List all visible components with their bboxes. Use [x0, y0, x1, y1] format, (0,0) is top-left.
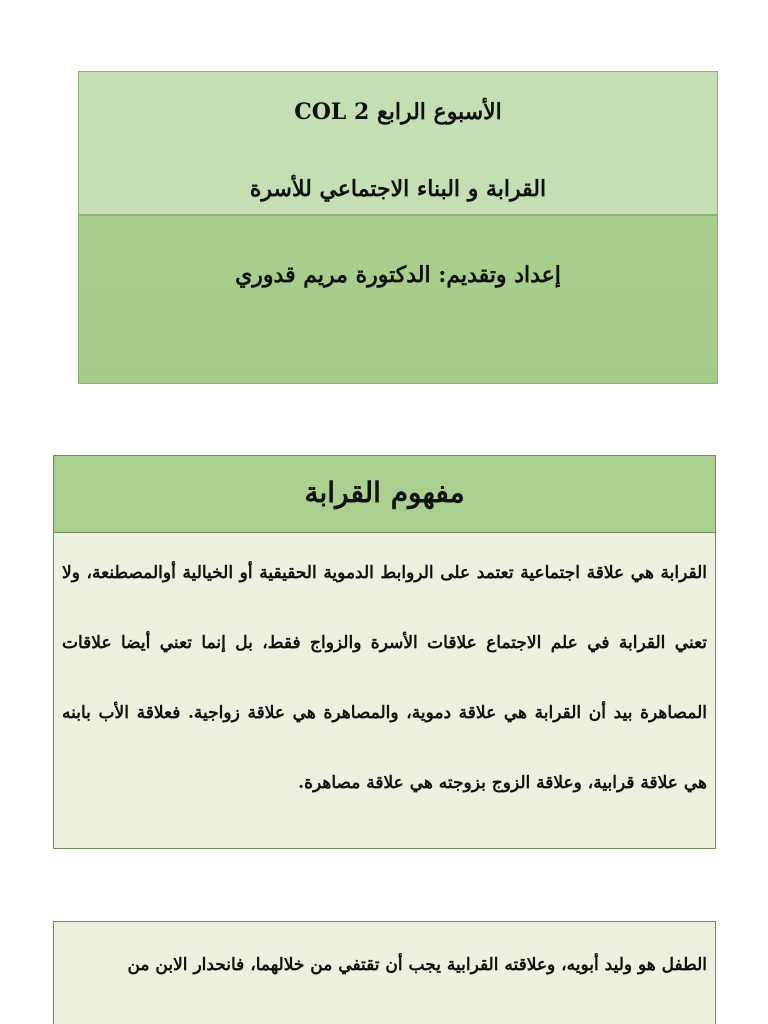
author-line: إعداد وتقديم: الدكتورة مريم قدوري [235, 262, 561, 288]
definition-text: القرابة هي علاقة اجتماعية تعتمد على الروابط الدموية الحقيقية أو الخيالية أوالمصطنعة، ولا تعني القرابة في علم الاجتماع علاقات الأسرة والزواج فقط، بل إنما تعني أيضا علاقات المصاهرة بيد أن القرابة هي علاقة دموية، والمصاهرة هي علاقة زواجية. فعلاقة الأب بابنه هي علاقة قرابية، وعلاقة الزوج بزوجته هي علاقة مصاهرة. [62, 563, 707, 793]
kinship-definition-box [53, 455, 716, 849]
next-paragraph: الطفل هو وليد أبويه، وعلاقته القرابية يجب أن تقتفي من خلالهما، فانحدار الابن من [127, 955, 707, 975]
title-card [78, 71, 718, 384]
lecture-title: القرابة و البناء الاجتماعي للأسرة [249, 176, 547, 202]
title-card-bottom [79, 216, 717, 383]
next-text-box [53, 921, 716, 1024]
section-heading: مفهوم القرابة [54, 456, 715, 533]
week-title: الأسبوع الرابع 2 COL [294, 99, 502, 125]
